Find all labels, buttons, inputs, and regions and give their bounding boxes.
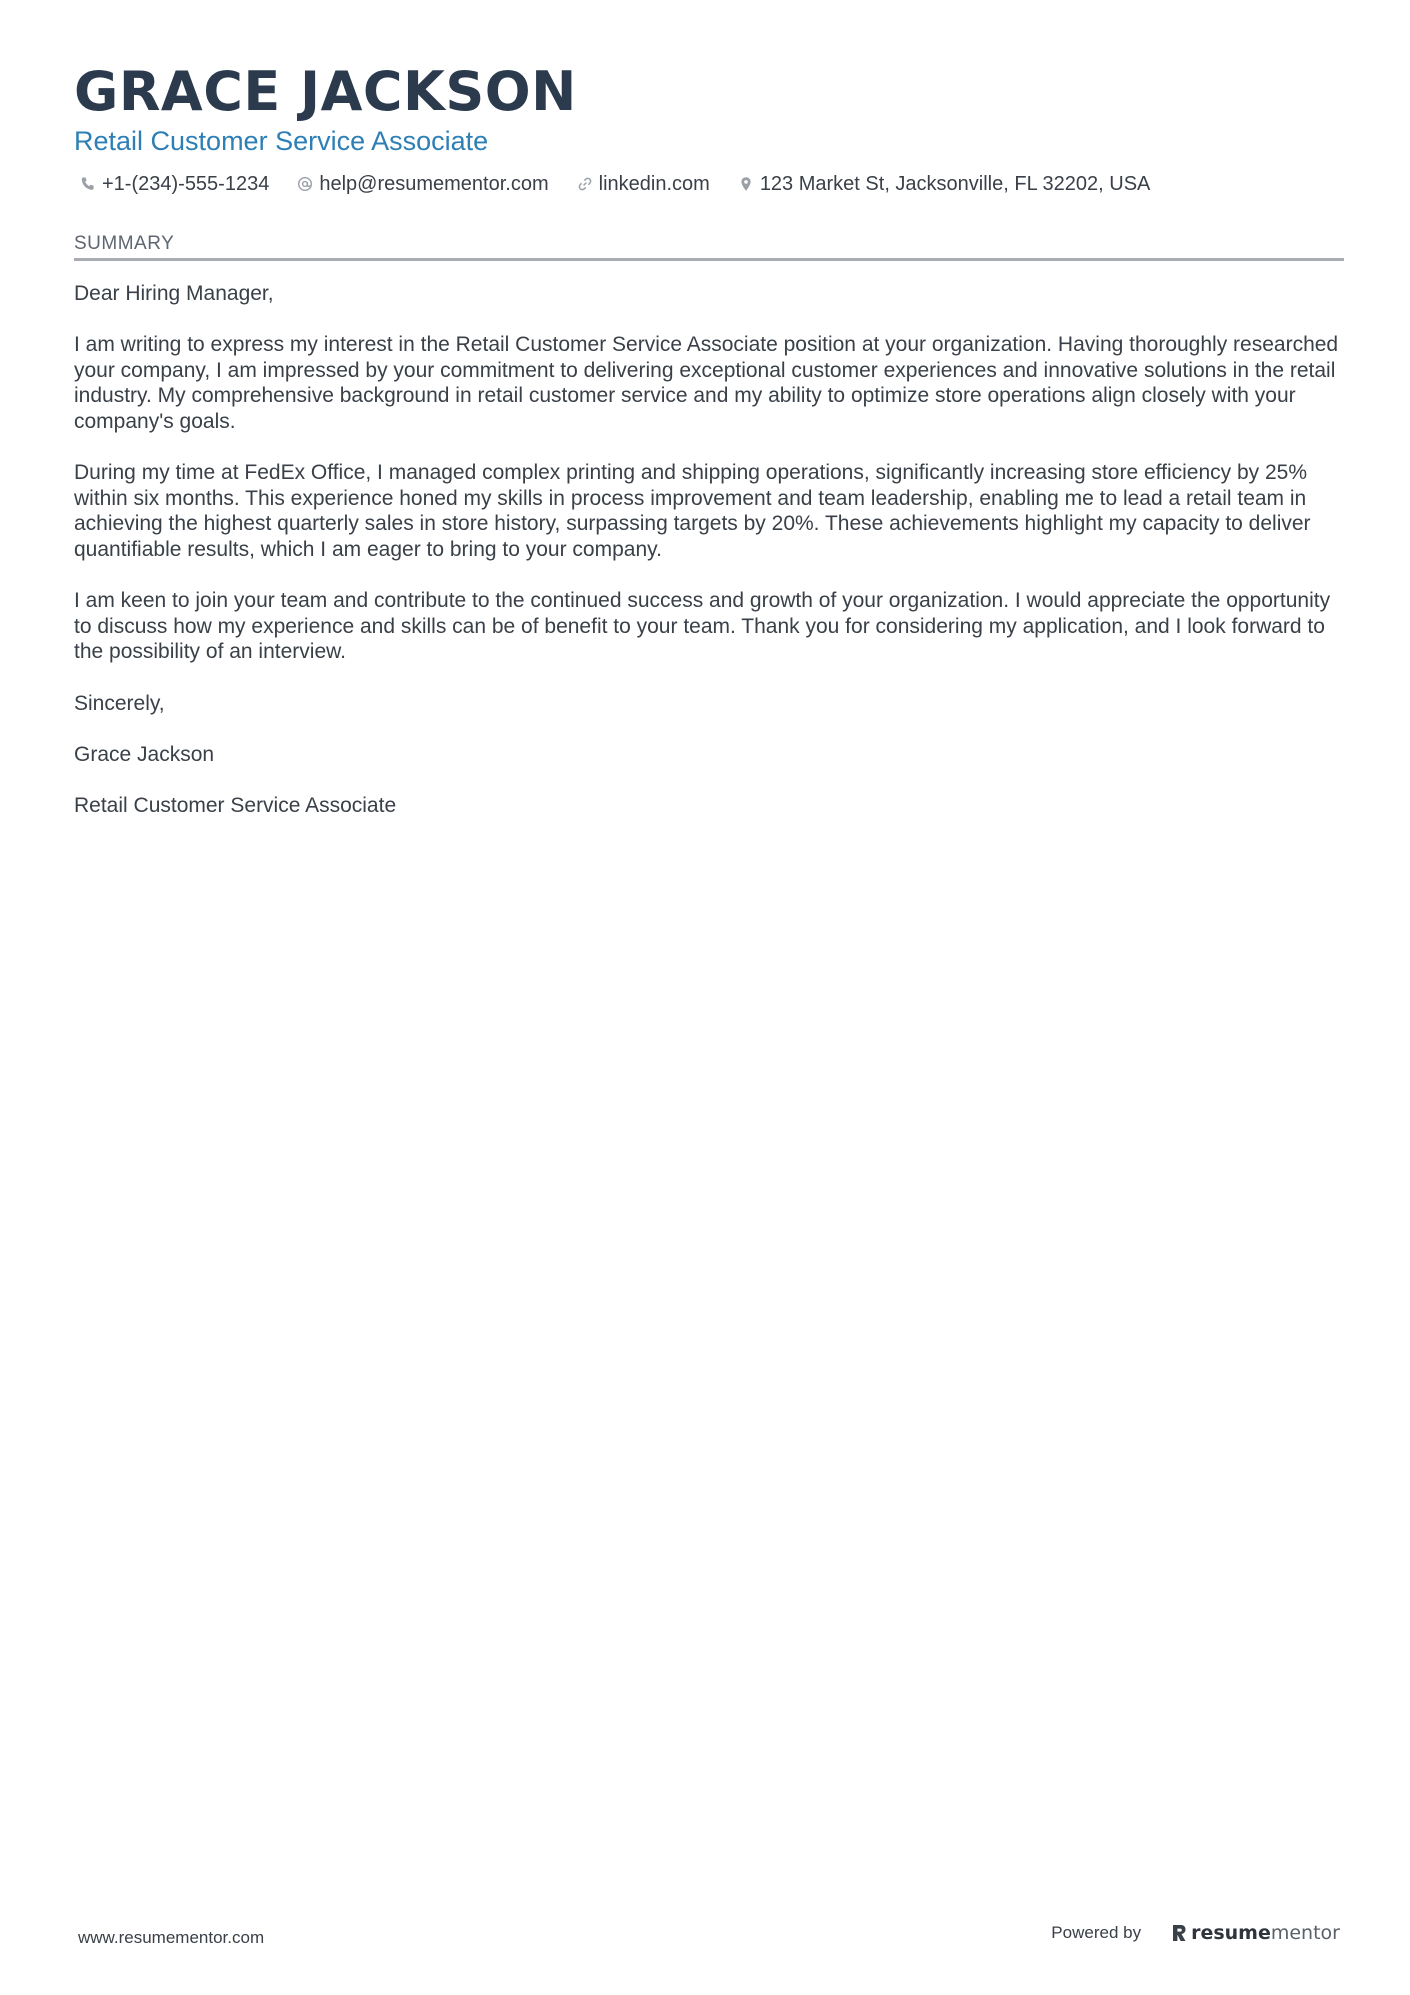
- letter-body: [74, 281, 1344, 818]
- contact-email: [297, 170, 548, 198]
- footer-website[interactable]: www.resumementor.com: [78, 1928, 265, 1947]
- brand-logo[interactable]: [1171, 1922, 1340, 1944]
- letter-paragraph-1: I am writing to express my interest in the Retail Customer Service Associate position at your organization. Having thoroughly researched your company, I am impressed by your commitment to delivering exceptional customer experiences and innovative solutions in the retail industry. My comprehensive background in retail customer service and my ability to optimize store operations align closely with your company's goals.: [74, 333, 1339, 433]
- candidate-title: Retail Customer Service Associate: [74, 126, 489, 156]
- brand-text-bold: resume: [1191, 1922, 1271, 1944]
- contact-bar: [74, 170, 1344, 198]
- link-icon: [577, 176, 593, 192]
- footer-powered-by: [1051, 1922, 1340, 1944]
- letter-paragraph-2: During my time at FedEx Office, I managed complex printing and shipping operations, significantly increasing store efficiency by 25% within six months. This experience honed my skills in process improvement and team leadership, enabling me to lead a retail team in achieving the highest quarterly sales in store history, surpassing targets by 20%. These achievements highlight my capacity to deliver quantifiable results, which I am eager to bring to your company.: [74, 461, 1311, 561]
- letter-signature-title: Retail Customer Service Associate: [74, 793, 397, 817]
- phone-text[interactable]: +1-(234)-555-1234: [102, 173, 270, 195]
- address-text: 123 Market St, Jacksonville, FL 32202, USA: [759, 173, 1151, 195]
- letter-closing: Sincerely,: [74, 691, 165, 715]
- letter-paragraph-3: I am keen to join your team and contribute to the continued success and growth of your organization. I would appreciate the opportunity to discuss how my experience and skills can be of benefit to your team. Thank you for considering my application, and I look forward to the possibility of an interview.: [74, 589, 1331, 664]
- phone-icon: [80, 176, 96, 192]
- contact-phone: [80, 170, 269, 198]
- email-text[interactable]: help@resumementor.com: [319, 173, 549, 195]
- at-icon: [297, 176, 313, 192]
- location-pin-icon: [738, 176, 754, 192]
- contact-linkedin: [577, 170, 710, 198]
- linkedin-text[interactable]: linkedin.com: [598, 173, 710, 195]
- cover-letter-page: [74, 60, 1344, 844]
- resumementor-logo-icon: [1171, 1923, 1187, 1943]
- letter-signature-name: Grace Jackson: [74, 742, 215, 766]
- letter-salutation: Dear Hiring Manager,: [74, 282, 274, 305]
- candidate-name: GRACE JACKSON: [74, 60, 577, 123]
- brand-text-light: mentor: [1270, 1922, 1340, 1944]
- summary-heading: SUMMARY: [74, 232, 1344, 261]
- contact-address: [738, 170, 1151, 198]
- powered-by-text: Powered by: [1051, 1923, 1142, 1942]
